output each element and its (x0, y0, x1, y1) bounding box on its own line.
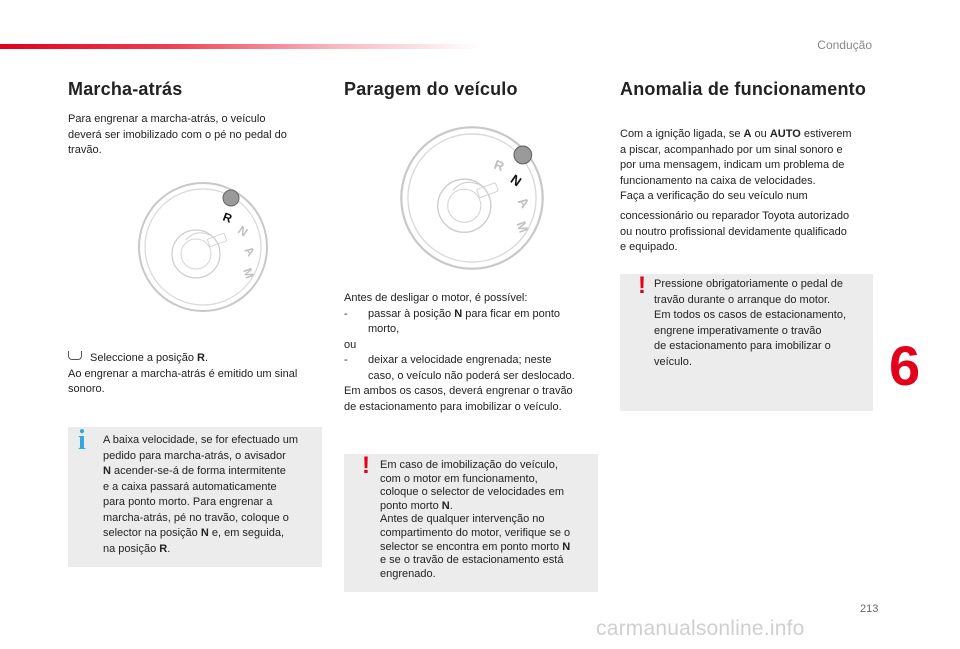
text-fragment: para ficar em ponto (462, 307, 561, 320)
text-fragment: passar à posição (368, 307, 455, 320)
text-fragment: por uma mensagem, indicam um problema de (620, 159, 845, 171)
text-fragment: compartimento do motor, verifique se o (380, 526, 571, 539)
text-fragment: para ponto morto. Para engrenar a (103, 496, 273, 508)
text-line (654, 339, 870, 355)
malfunction-text-cont (620, 209, 880, 256)
malfunction-line: ou noutro profissional devidamente qualificado (620, 225, 847, 238)
info-box-text (103, 433, 319, 557)
text-fragment: deixar a velocidade engrenada; neste (368, 354, 552, 366)
text-line (380, 486, 594, 500)
info-box-reverse (68, 427, 322, 567)
reverse-step-bold: R (197, 352, 205, 364)
text-line (620, 189, 880, 205)
text-fragment: pedido para marcha-atrás, o avisador (103, 449, 286, 462)
warning-box-text (654, 277, 870, 370)
reverse-step (68, 351, 297, 398)
text-line (654, 308, 870, 324)
text-line (344, 291, 604, 307)
text-line (103, 511, 319, 527)
warning-icon: ! (362, 452, 370, 479)
text-line (380, 527, 594, 541)
info-icon: i (78, 425, 86, 456)
warning-box-malfunction (620, 274, 873, 411)
watermark: carmanualsonline.info (596, 617, 805, 640)
dial-position-label: A (514, 194, 533, 211)
bold-term: R (159, 542, 168, 555)
warning-box-text (380, 459, 594, 581)
reverse-intro-line: travão. (68, 144, 102, 156)
page-number: 213 (860, 603, 879, 615)
reverse-step-text: Seleccione a posição (90, 352, 198, 364)
text-line (344, 322, 604, 338)
stop-title: Paragem do veículo (344, 79, 518, 99)
text-fragment: com o motor em funcionamento, (380, 472, 538, 485)
warning-icon: ! (638, 272, 646, 299)
text-fragment: de estacionamento para imobilizar o (654, 340, 831, 352)
text-fragment: funcionamento na caixa de velocidades. (620, 174, 816, 187)
text-fragment: Em ambos os casos, deverá engrenar o travão (344, 385, 573, 397)
text-line (103, 526, 319, 542)
text-line (103, 495, 319, 511)
text-line (344, 307, 604, 323)
warning-box-stop (344, 454, 598, 592)
reverse-note-line: sonoro. (68, 383, 105, 395)
gear-selector-dial-neutral (398, 124, 546, 272)
text-fragment: e a caixa passará automaticamente (103, 480, 277, 493)
text-fragment: na posição (103, 542, 160, 555)
bold-term: N (454, 307, 463, 320)
malfunction-line: e equipado. (620, 241, 678, 253)
text-line (344, 384, 604, 400)
text-line (654, 355, 870, 371)
text-line (344, 369, 604, 385)
text-line (344, 338, 604, 354)
malfunction-title: Anomalia de funcionamento (620, 79, 867, 99)
bold-term: N (441, 499, 450, 512)
gear-selector-dial-reverse (136, 180, 270, 314)
bold-term: N (562, 540, 571, 553)
reverse-intro-line: deverá ser imobilizado com o pé no pedal do (68, 128, 287, 141)
malfunction-section (620, 78, 866, 100)
text-line (344, 400, 604, 416)
text-line (380, 473, 594, 487)
dial-position-label: N (507, 171, 525, 190)
list-dash: - (344, 307, 348, 320)
text-line (380, 541, 594, 555)
text-fragment: estiverem (800, 128, 852, 140)
text-fragment: e, em seguida, (208, 527, 285, 539)
text-fragment: Em caso de imobilização do veículo, (380, 459, 558, 471)
reverse-step-end: . (204, 352, 209, 364)
text-line (380, 459, 594, 473)
text-fragment: Antes de qualquer intervenção no (380, 513, 545, 526)
text-fragment: ou (751, 128, 770, 140)
list-dash: - (344, 354, 348, 366)
text-line (103, 433, 319, 449)
text-fragment: veículo. (654, 355, 692, 368)
text-line (103, 464, 319, 480)
dial-position-label: A (241, 243, 258, 259)
dial-position-label: N (235, 222, 251, 240)
text-line (654, 324, 870, 340)
malfunction-line: concessionário ou reparador Toyota autorizado (620, 210, 850, 222)
header-accent-bar (0, 44, 480, 49)
text-fragment: selector se encontra em ponto morto (380, 540, 563, 553)
chapter-number: 6 (889, 334, 921, 397)
malfunction-text (620, 127, 880, 205)
text-line (344, 353, 604, 369)
text-fragment: a piscar, acompanhado por um sinal sonoro e (620, 143, 843, 156)
text-fragment: engrenado. (380, 567, 436, 580)
dial-position-label: R (491, 156, 507, 175)
text-fragment: e se o travão de estacionamento está (380, 554, 564, 567)
text-fragment: morto, (368, 323, 400, 335)
dial-position-label: M (240, 266, 257, 281)
text-line (380, 500, 594, 514)
text-line (103, 542, 319, 558)
step-bullet-icon (68, 351, 82, 360)
text-line (103, 449, 319, 465)
selected-position-marker (223, 190, 239, 206)
dial-position-label: M (513, 219, 532, 235)
reverse-section (68, 78, 182, 100)
text-fragment: engrene imperativamente o travão (654, 324, 822, 337)
text-fragment: coloque o selector de velocidades em (380, 486, 565, 499)
text-fragment: Faça a verificação do seu veículo num (620, 190, 808, 202)
stop-section (344, 78, 518, 100)
text-line (654, 277, 870, 293)
text-line (620, 143, 880, 159)
text-fragment: selector na posição (103, 527, 201, 539)
text-line (380, 568, 594, 582)
selected-position-marker (514, 146, 532, 164)
text-line (654, 293, 870, 309)
text-fragment: acender-se-á de forma intermitente (110, 465, 286, 477)
text-fragment: Com a ignição ligada, se (620, 128, 744, 140)
text-line (380, 513, 594, 527)
text-fragment: Em todos os casos de estacionamento, (654, 309, 846, 321)
text-line (620, 127, 880, 143)
section-title: Condução (817, 38, 872, 52)
text-fragment: Pressione obrigatoriamente o pedal de (654, 278, 843, 290)
text-line (620, 174, 880, 190)
text-fragment: de estacionamento para imobilizar o veículo. (344, 400, 562, 413)
reverse-title: Marcha-atrás (68, 79, 183, 99)
dial-position-label: R (220, 209, 234, 226)
text-fragment: . (167, 542, 171, 555)
text-fragment: travão durante o arranque do motor. (654, 293, 831, 306)
text-fragment: Antes de desligar o motor, é possível: (344, 292, 528, 304)
reverse-intro (68, 112, 287, 159)
stop-text (344, 291, 604, 415)
text-line (620, 158, 880, 174)
text-fragment: marcha-atrás, pé no travão, coloque o (103, 511, 289, 524)
text-fragment: ou (344, 338, 357, 351)
bold-term: N (200, 527, 209, 539)
text-line (380, 554, 594, 568)
text-fragment: A baixa velocidade, se for efectuado um (103, 434, 299, 446)
text-fragment: caso, o veículo não poderá ser deslocado. (368, 369, 575, 382)
reverse-note-line: Ao engrenar a marcha-atrás é emitido um sinal (68, 367, 298, 380)
bold-term: AUTO (769, 128, 801, 140)
reverse-intro-line: Para engrenar a marcha-atrás, o veículo (68, 113, 266, 125)
bold-term: N (103, 465, 111, 477)
text-fragment: . (449, 499, 453, 512)
text-line (103, 480, 319, 496)
text-fragment: ponto morto (380, 499, 442, 512)
bold-term: A (743, 128, 752, 140)
